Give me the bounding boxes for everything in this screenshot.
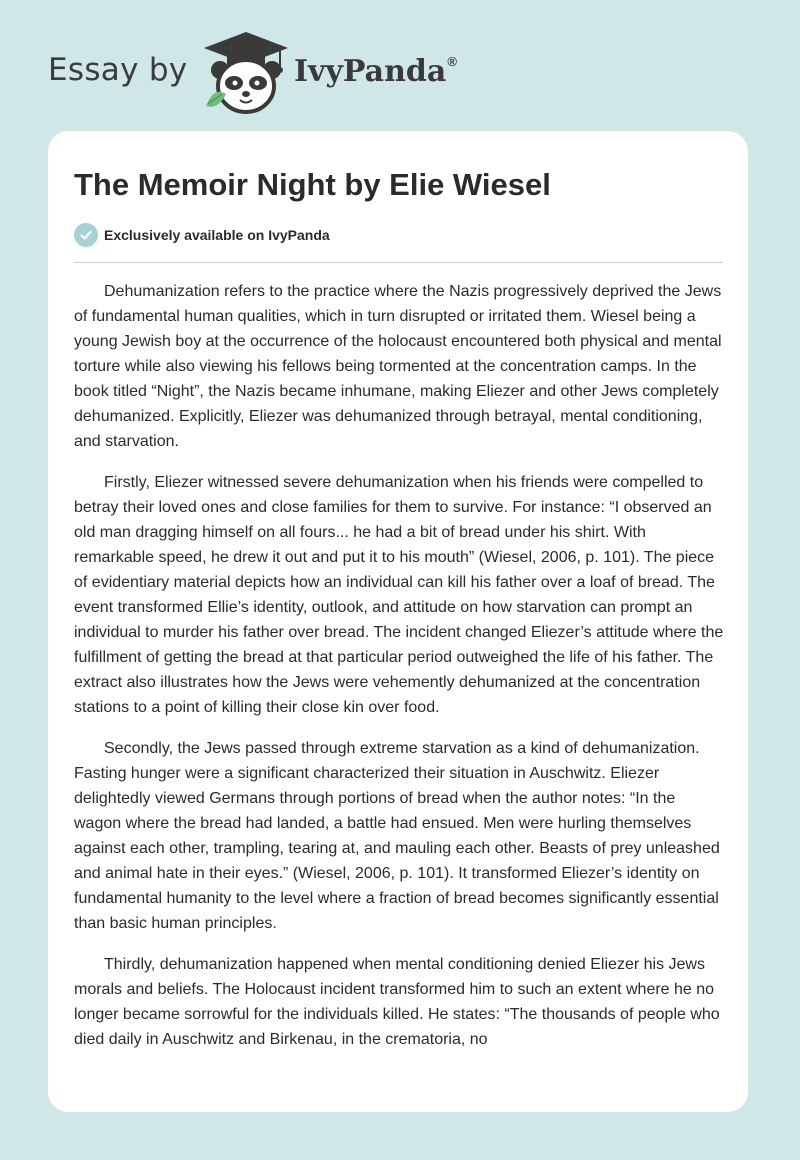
site-header [48,28,748,118]
panda-logo-icon[interactable] [200,28,292,118]
paragraph: Thirdly, dehumanization happened when mental conditioning denied Eliezer his Jews morals and beliefs. The Holocaust incident transformed him to such an extent where he no longer became sorrowful for the individuals killed. He states: “The thousands of people who died daily in Auschwitz and Birkenau, in the crematoria, no [74,956,720,1048]
divider [74,262,723,263]
brand-name[interactable]: IvyPanda® [294,54,457,89]
essay-body [74,279,726,1068]
paragraph: Firstly, Eliezer witnessed severe dehumanization when his friends were compelled to betray their loved ones and close families for them to survive. For instance: “I observed an old man dragging himself on all fours... he had a bit of bread under his shirt. With remarkable speed, he drew it out and put it to his mouth” (Wiesel, 2006, p. 101). The piece of evidentiary material depicts how an individual can kill his father over a loaf of bread. The event transformed Ellie’s identity, outlook, and attitude on how starvation can prompt an individual to murder his father over bread. The incident changed Eliezer’s attitude where the fulfillment of getting the bread at that particular period outweighed the life of his father. The extract also illustrates how the Jews were vehemently dehumanized at the concentration stations to a point of killing their close kin over food. [74,474,724,716]
paragraph: Dehumanization refers to the practice where the Nazis progressively deprived the Jews of fundamental human qualities, which in turn disrupted or irritated them. Wiesel being a young Jewish boy at the occurrence of the holocaust encountered both physical and mental torture while also viewing his fellows being tormented at the concentration camps. In the book titled “Night”, the Nazis became inhumane, making Eliezer and other Jews completely dehumanized. Explicitly, Eliezer was dehumanized through betrayal, mental conditioning, and starvation. [74,283,722,450]
essay-by-label: Essay by [48,52,188,88]
check-circle-icon [74,223,98,247]
paragraph: Secondly, the Jews passed through extreme starvation as a kind of dehumanization. Fasting hunger were a significant characterized their situation in Auschwitz. Eliezer delightedly viewed Germans through portions of bread when the author notes: “In the wagon where the bread had landed, a battle had ensued. Men were hurling themselves against each other, trampling, tearing at, and mauling each other. Beasts of prey unleashed and animal hate in their eyes.” (Wiesel, 2006, p. 101). It transformed Eliezer’s identity on fundamental humanity to the level where a fraction of bread becomes significantly essential than basic human principles. [74,740,720,932]
essay-card [48,131,748,1112]
exclusive-badge [74,223,330,247]
trademark-symbol: ® [447,54,457,69]
page-title: The Memoir Night by Elie Wiesel [74,167,551,202]
badge-label: Exclusively available on IvyPanda [104,227,330,243]
